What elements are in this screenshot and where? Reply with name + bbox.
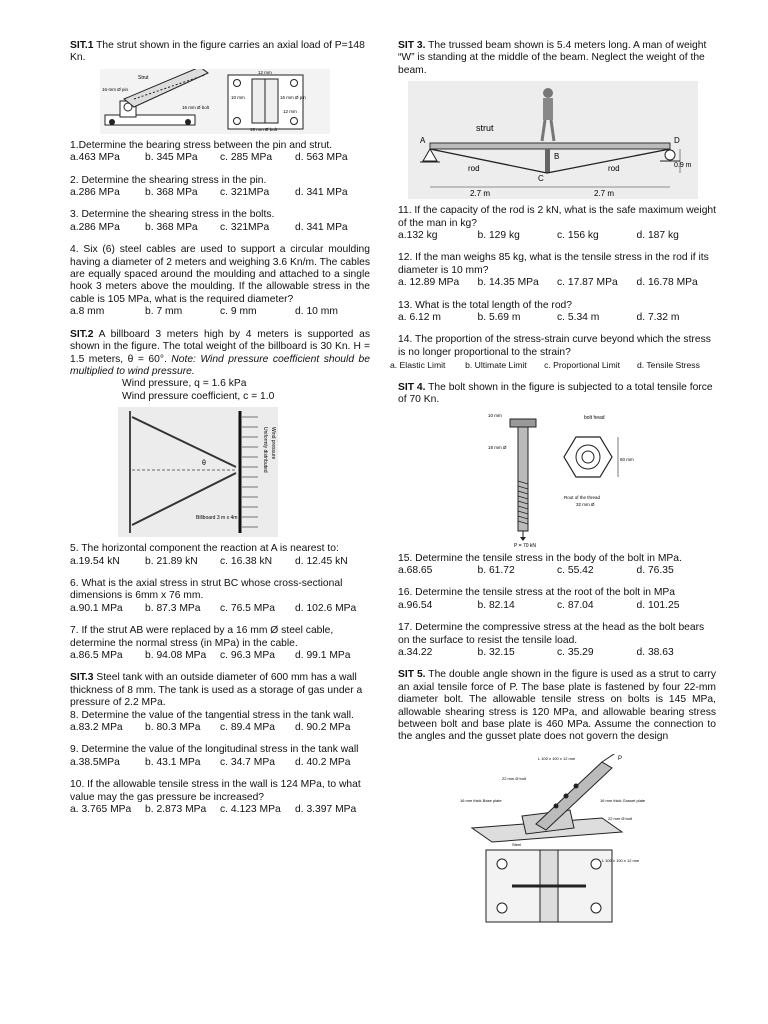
fig-label: Strut bbox=[138, 74, 149, 81]
answer-choices bbox=[390, 359, 716, 371]
question-stem: 11. If the capacity of the rod is 2 kN, what is the safe maximum weight of the man in kg? bbox=[398, 205, 717, 229]
fig-label: 22 mm Ø bolt bbox=[502, 775, 527, 781]
sit4-bolt-figure bbox=[488, 411, 638, 547]
question-stem: 12. If the man weighs 85 kg, what is the tensile stress in the rod if its diameter is 10 mm? bbox=[398, 252, 709, 276]
question-stem: 17. Determine the compressive stress at the head as the bolt bears on the surface to resist the tensile load. bbox=[398, 622, 705, 646]
question-stem: 14. The proportion of the stress-strain curve beyond which the stress is no longer proportional to the strain? bbox=[398, 334, 711, 358]
fig-label: Steel bbox=[512, 841, 522, 847]
question-13 bbox=[398, 300, 716, 325]
question-8 bbox=[70, 710, 370, 735]
question-stem: 5. The horizontal component the reaction at A is nearest to: bbox=[70, 543, 339, 555]
choice-b: b. 14.35 MPa bbox=[477, 277, 539, 289]
choice-d: d. 38.63 bbox=[636, 646, 674, 658]
fig-label: B bbox=[554, 152, 560, 162]
question-12 bbox=[398, 252, 716, 289]
answer-choices bbox=[70, 603, 370, 615]
choice-a: a.34.22 bbox=[398, 646, 433, 658]
fig-label: 16-mm Ø pin bbox=[102, 86, 129, 92]
wind-pressure-given: Wind pressure, q = 1.6 kPa bbox=[122, 378, 247, 390]
question-stem: 9. Determine the value of the longitudinal stress in the tank wall bbox=[70, 744, 359, 756]
choice-b: b. 2.873 MPa bbox=[145, 804, 207, 816]
choice-a: a.286 MPa bbox=[70, 221, 120, 233]
question-stem: 6. What is the axial stress in strut BC whose cross-sectional dimensions is 6mm x 76 mm. bbox=[70, 577, 343, 602]
choice-b: b. 61.72 bbox=[477, 564, 515, 576]
choice-c: c. 321MPa bbox=[220, 221, 270, 233]
fig-label: 12 mm bbox=[258, 69, 272, 75]
question-5 bbox=[70, 543, 370, 568]
choice-b: b. 43.1 MPa bbox=[145, 756, 201, 768]
choice-c: c. 34.7 MPa bbox=[220, 756, 275, 768]
choice-c: c. 4.123 MPa bbox=[220, 804, 281, 816]
answer-choices bbox=[70, 650, 370, 662]
answer-choices bbox=[398, 277, 716, 289]
fig-label: Wind pressure bbox=[270, 427, 276, 460]
choice-d: d. 7.32 m bbox=[636, 312, 680, 324]
choice-d: d. 76.35 bbox=[636, 564, 674, 576]
answer-choices bbox=[398, 312, 716, 324]
question-stem: 16. Determine the tensile stress at the root of the bolt in MPa bbox=[398, 587, 676, 599]
question-stem: 13. What is the total length of the rod? bbox=[398, 299, 573, 311]
choice-a: a.90.1 MPa bbox=[70, 602, 123, 614]
fig-label: 16 mm Ø bolt bbox=[250, 126, 278, 132]
choice-a: a.83.2 MPa bbox=[70, 722, 123, 733]
choice-a: a. 6.12 m bbox=[398, 312, 441, 324]
fig-label: 32 mm Ø bbox=[576, 501, 595, 507]
question-2 bbox=[70, 175, 370, 200]
fig-label: 22 mm Ø bolt bbox=[608, 815, 633, 821]
answer-choices bbox=[70, 722, 370, 734]
choice-c: c. 96.3 MPa bbox=[220, 649, 275, 661]
fig-label: 18 mm Ø bbox=[488, 444, 507, 450]
choice-a: a.132 kg bbox=[398, 230, 438, 242]
fig-label: P bbox=[618, 755, 623, 762]
choice-a: a.96.54 bbox=[398, 599, 433, 611]
choice-d: d. 40.2 MPa bbox=[295, 756, 351, 768]
fig-label: 2.7 m bbox=[470, 189, 491, 199]
question-11 bbox=[398, 205, 716, 242]
answer-choices bbox=[70, 306, 370, 318]
fig-label: L 100 x 100 x 12 mm bbox=[538, 755, 576, 761]
choice-c: c. 87.04 bbox=[557, 599, 594, 611]
fig-label: 16 mm thick Gusset plate bbox=[600, 797, 646, 803]
sit3-text: SIT.3 Steel tank with an outside diameter of 600 mm has a wall thickness of 8 mm. The tank is used as a storage of gas under a pressure of 2.2 MPa. bbox=[70, 672, 363, 709]
choice-d: d. 187 kg bbox=[636, 230, 679, 242]
choice-d: d. 101.25 bbox=[636, 599, 680, 611]
answer-choices bbox=[70, 556, 370, 568]
choice-c: c. 156 kg bbox=[557, 230, 599, 242]
choice-c: c. 35.29 bbox=[557, 646, 594, 658]
answer-choices bbox=[70, 222, 370, 234]
question-stem: 15. Determine the tensile stress in the body of the bolt in MPa. bbox=[398, 552, 682, 564]
fig-label: A bbox=[420, 136, 426, 146]
choice-a: a.38.5MPa bbox=[70, 756, 120, 768]
choice-a: a. 3.765 MPa bbox=[70, 804, 132, 816]
fig-label: 16 mm Ø pin bbox=[280, 94, 306, 100]
question-4 bbox=[70, 244, 370, 318]
sit5-text: SIT 5. The double angle shown in the figure is used as a strut to carry an axial tensile force of P. The base plate is fastened by four 22-mm diameter bolt. The allowable tensile stress on bolts is 145 MPa, allowable shearing stress is 120 MPa, and allowable bearing stress between bolt and base plate is 460 MPa. Assume the connection to the angles and the gusset plate does not govern the design bbox=[398, 669, 717, 743]
choice-d: d. 341 MPa bbox=[295, 221, 348, 233]
question-15 bbox=[398, 553, 716, 578]
question-stem: 8. Determine the value of the tangential stress in the tank wall. bbox=[70, 709, 354, 721]
question-16 bbox=[398, 587, 716, 612]
sit2-text: SIT.2 A billboard 3 meters high by 4 meters is supported as shown in the figure. The total weight of the billboard is 30 Kn. H = 1.5 meters, θ = 60°. Note: Wind pressure coefficient should be multiplied to wind pressure. bbox=[70, 328, 370, 377]
answer-choices bbox=[398, 230, 716, 242]
choice-a: a.286 MPa bbox=[70, 187, 120, 199]
choice-b: b. Ultimate Limit bbox=[465, 360, 527, 371]
choice-d: d. 99.1 MPa bbox=[295, 649, 351, 661]
choice-b: b. 82.14 bbox=[477, 599, 515, 611]
choice-c: c. 17.87 MPa bbox=[557, 277, 618, 289]
question-1 bbox=[70, 140, 370, 165]
wind-coefficient-given: Wind pressure coefficient, c = 1.0 bbox=[122, 390, 275, 402]
answer-choices bbox=[70, 804, 370, 816]
choice-b: b. 94.08 MPa bbox=[145, 649, 207, 661]
fig-label: rod bbox=[608, 164, 620, 174]
fig-label: 16 mm Ø bolt bbox=[182, 104, 210, 110]
choice-b: b. 87.3 MPa bbox=[145, 602, 201, 614]
choice-b: b. 21.89 kN bbox=[145, 555, 198, 567]
question-stem: 4. Six (6) steel cables are used to support a circular moulding having a diameter of 2 meters and weighing 3.6 Kn/m. The cables are equally spaced around the moulding and attached to a single hook 3 meters above the moulding. If the allowable stress in the cable is 105 MPa, what is the required diameter? bbox=[70, 244, 370, 305]
answer-choices bbox=[70, 757, 370, 769]
sit3-trussed-beam-figure bbox=[408, 81, 698, 199]
choice-a: a.86.5 MPa bbox=[70, 649, 123, 661]
choice-b: b. 368 MPa bbox=[145, 221, 198, 233]
choice-a: a. Elastic Limit bbox=[390, 360, 446, 371]
choice-c: c. 55.42 bbox=[557, 564, 594, 576]
question-17 bbox=[398, 622, 716, 659]
question-stem: 3. Determine the shearing stress in the bolts. bbox=[70, 209, 275, 221]
fig-label: Root of the thread bbox=[564, 494, 601, 500]
sit4-text: SIT 4. The bolt shown in the figure is subjected to a total tensile force of 70 Kn. bbox=[398, 381, 713, 406]
choice-d: d. 12.45 kN bbox=[295, 555, 348, 567]
fig-label: 10 mm bbox=[488, 412, 502, 418]
fig-label: strut bbox=[476, 123, 494, 134]
answer-choices bbox=[398, 565, 716, 577]
choice-b: b. 368 MPa bbox=[145, 187, 198, 199]
choice-d: d. 90.2 MPa bbox=[295, 722, 351, 733]
choice-b: b. 80.3 MPa bbox=[145, 722, 201, 733]
answer-choices bbox=[70, 152, 370, 164]
question-stem: 1.Determine the bearing stress between the pin and strut. bbox=[70, 139, 333, 151]
question-6 bbox=[70, 578, 370, 615]
choice-d: d. 3.397 MPa bbox=[295, 804, 357, 816]
choice-b: b. 129 kg bbox=[477, 230, 520, 242]
choice-c: c. 285 MPa bbox=[220, 152, 273, 164]
choice-c: c. Proportional Limit bbox=[544, 360, 621, 371]
question-14 bbox=[390, 334, 716, 371]
choice-d: d. 341 MPa bbox=[295, 187, 348, 199]
choice-c: c. 9 mm bbox=[220, 306, 257, 318]
choice-d: d. Tensile Stress bbox=[636, 360, 700, 371]
fig-label: C bbox=[538, 174, 544, 184]
sit5-double-angle-figure bbox=[452, 754, 648, 926]
question-10 bbox=[70, 779, 370, 816]
choice-d: d. 10 mm bbox=[295, 306, 338, 318]
choice-d: d. 16.78 MPa bbox=[636, 277, 698, 289]
sit2-billboard-figure bbox=[118, 407, 278, 537]
fig-label: 12 mm bbox=[283, 108, 297, 114]
choice-c: c. 321MPa bbox=[220, 187, 270, 199]
fig-label: D bbox=[674, 136, 680, 146]
fig-label: Billboard 3 m x 4m bbox=[196, 515, 238, 522]
choice-c: c. 76.5 MPa bbox=[220, 602, 275, 614]
answer-choices bbox=[398, 600, 716, 612]
choice-b: b. 32.15 bbox=[477, 646, 515, 658]
choice-c: c. 16.38 kN bbox=[220, 555, 273, 567]
answer-choices bbox=[398, 647, 716, 659]
choice-a: a. 12.89 MPa bbox=[398, 277, 460, 289]
right-column bbox=[390, 40, 717, 932]
fig-label: 60 mm bbox=[620, 456, 634, 462]
question-stem: 2. Determine the shearing stress in the pin. bbox=[70, 174, 267, 186]
sit1-strut-figure bbox=[100, 69, 330, 134]
choice-a: a.68.65 bbox=[398, 564, 433, 576]
answer-choices bbox=[70, 187, 370, 199]
choice-b: b. 345 MPa bbox=[145, 152, 198, 164]
choice-c: c. 5.34 m bbox=[557, 312, 600, 324]
sit3-trussed-beam-text: SIT 3. The trussed beam shown is 5.4 meters long. A man of weight “W” is standing at the middle of the beam. Neglect the weight of the beam. bbox=[398, 40, 707, 76]
fig-label: 16 mm thick Base plate bbox=[460, 797, 502, 803]
choice-a: a.19.54 kN bbox=[70, 555, 120, 567]
fig-label: Uniformly distributed bbox=[262, 427, 268, 473]
fig-label: 2.7 m bbox=[594, 189, 615, 199]
choice-a: a.8 mm bbox=[70, 306, 105, 318]
fig-label: bolt head bbox=[584, 414, 605, 421]
choice-b: b. 5.69 m bbox=[477, 312, 521, 324]
question-9 bbox=[70, 744, 370, 769]
question-stem: 10. If the allowable tensile stress in the wall is 124 MPa, to what value may the gas pressure be increased? bbox=[70, 779, 361, 803]
question-7 bbox=[70, 625, 370, 662]
choice-d: d. 563 MPa bbox=[295, 152, 348, 164]
fig-label: 10 mm bbox=[231, 94, 245, 100]
choice-b: b. 7 mm bbox=[145, 306, 183, 318]
fig-label: P = 70 kN bbox=[514, 542, 537, 547]
question-stem: 7. If the strut AB were replaced by a 16 mm Ø steel cable, determine the normal stress (in MPa) in the cable. bbox=[70, 625, 334, 649]
fig-label: 0.9 m bbox=[674, 162, 692, 170]
sit1-text: SIT.1 The strut shown in the figure carries an axial load of P=148 Kn. bbox=[70, 40, 365, 64]
question-3 bbox=[70, 209, 370, 234]
choice-a: a.463 MPa bbox=[70, 152, 120, 164]
fig-label: rod bbox=[468, 164, 480, 174]
fig-label: L 100 x 100 x 12 mm bbox=[602, 857, 640, 863]
choice-d: d. 102.6 MPa bbox=[295, 602, 357, 614]
fig-label: θ bbox=[202, 460, 206, 468]
left-column bbox=[70, 40, 370, 826]
choice-c: c. 89.4 MPa bbox=[220, 722, 275, 733]
